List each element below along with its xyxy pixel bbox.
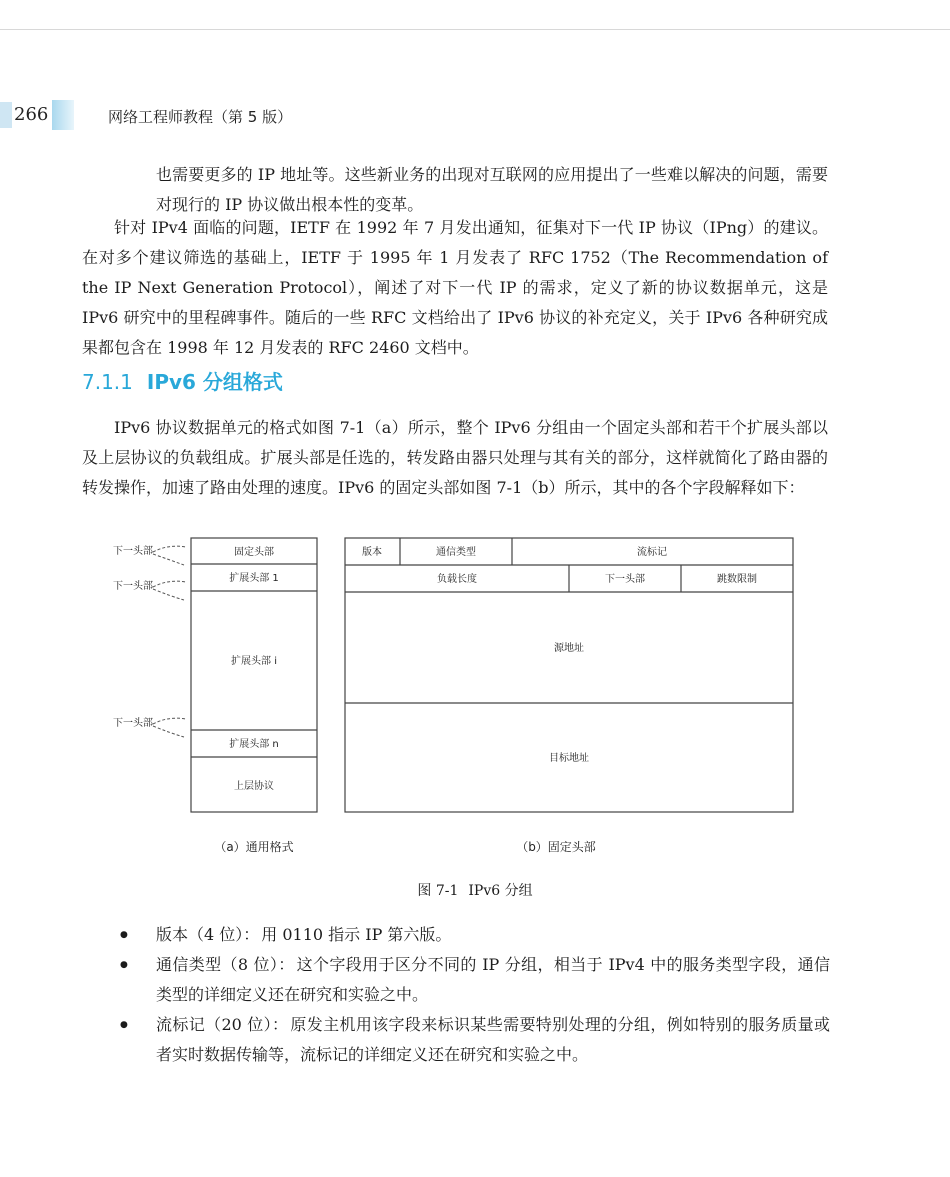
figure-title: IPv6 分组 — [468, 883, 533, 899]
next-header-arrow-icon — [153, 718, 186, 724]
next-header-label: 下一头部 — [113, 581, 153, 592]
figure-caption — [0, 880, 950, 900]
field-payload-length: 负载长度 — [437, 574, 477, 585]
page-tab — [0, 102, 12, 128]
block-fixed-header: 固定头部 — [234, 547, 274, 558]
caption-general-format: （a）通用格式 — [214, 840, 294, 854]
field-next-header: 下一头部 — [605, 574, 645, 585]
block-upper-protocol: 上层协议 — [234, 781, 274, 792]
next-header-arrow-icon — [153, 589, 184, 600]
field-traffic-class: 通信类型 — [436, 547, 476, 558]
field-description: 原发主机用该字段来标识某些需要特别处理的分组，例如特别的服务质量或者实时数据传输等，流标记的详细定义还在研究和实验之中。 — [156, 1015, 830, 1064]
next-header-arrow-icon — [153, 554, 184, 565]
section-number: 7.1.1 — [82, 370, 133, 394]
next-header-arrow-icon — [153, 546, 186, 552]
field-name: 通信类型（8 位）： — [156, 955, 295, 974]
field-source-address: 源地址 — [554, 643, 584, 654]
next-header-arrow-icon — [153, 726, 184, 737]
field-description: 这个字段用于区分不同的 IP 分组，相当于 IPv4 中的服务类型字段，通信类型的详细定义还在研究和实验之中。 — [156, 955, 830, 1004]
next-header-arrow-icon — [153, 581, 186, 587]
page-number: 266 — [14, 104, 49, 125]
block-ext-header-i: 扩展头部 i — [231, 656, 277, 667]
section-title: IPv6 分组格式 — [146, 370, 283, 394]
fixed-header-frame — [345, 538, 793, 812]
field-flow-label: 流标记 — [637, 547, 667, 558]
general-format-diagram — [113, 538, 317, 854]
next-header-label: 下一头部 — [113, 718, 153, 729]
field-name: 版本（4 位）： — [156, 925, 260, 944]
fixed-header-diagram — [345, 538, 793, 854]
field-description: 用 0110 指示 IP 第六版。 — [261, 925, 452, 944]
figure-number: 图 7-1 — [417, 883, 459, 899]
field-definitions-list — [118, 920, 830, 1070]
running-title: 网络工程师教程（第 5 版） — [108, 108, 293, 126]
paragraph-format-intro: IPv6 协议数据单元的格式如图 7-1（a）所示，整个 IPv6 分组由一个固定头部和若干个扩展头部以及上层协议的负载组成。扩展头部是任选的，转发路由器只处理与其有关的部分，这样就简化了路由器的转发操作，加速了路由处理的速度。IPv6 的固定头部如图 7-1（b）所示，其中的各个字段解释如下： — [82, 418, 828, 497]
general-format-frame — [191, 538, 317, 812]
block-ext-header-n: 扩展头部 n — [229, 739, 279, 750]
section-heading — [82, 366, 283, 395]
paragraph-ipng-history: 针对 IPv4 面临的问题，IETF 在 1992 年 7 月发出通知，征集对下一代 IP 协议（IPng）的建议。在对多个建议筛选的基础上，IETF 于 1995 年 1 月发表了 RFC 1752（The Recommendation of the IP Next Generation Protocol），阐述了对下一代 IP 的需求，定义了新的协议数据单元，这是 IPv6 研究中的里程碑事件。随后的一些 RFC 文档给出了 IPv6 协议的补充定义，关于 IPv6 各种研究成果都包含在 1998 年 12 月发表的 RFC 2460 文档中。 — [82, 218, 828, 357]
field-name: 流标记（20 位）： — [156, 1015, 289, 1034]
list-item — [118, 1010, 830, 1070]
paragraph-continued: 也需要更多的 IP 地址等。这些新业务的出现对互联网的应用提出了一些难以解决的问题，需要对现行的 IP 协议做出根本性的变革。 — [156, 165, 828, 214]
list-item — [118, 920, 830, 950]
top-rule — [0, 29, 950, 30]
list-item — [118, 950, 830, 1010]
page-number-tab — [52, 100, 74, 130]
field-hop-limit: 跳数限制 — [717, 574, 757, 585]
field-destination-address: 目标地址 — [549, 753, 589, 764]
caption-fixed-header: （b）固定头部 — [516, 840, 596, 854]
field-version: 版本 — [362, 547, 382, 558]
block-ext-header-1: 扩展头部 1 — [229, 573, 279, 584]
next-header-label: 下一头部 — [113, 546, 153, 557]
